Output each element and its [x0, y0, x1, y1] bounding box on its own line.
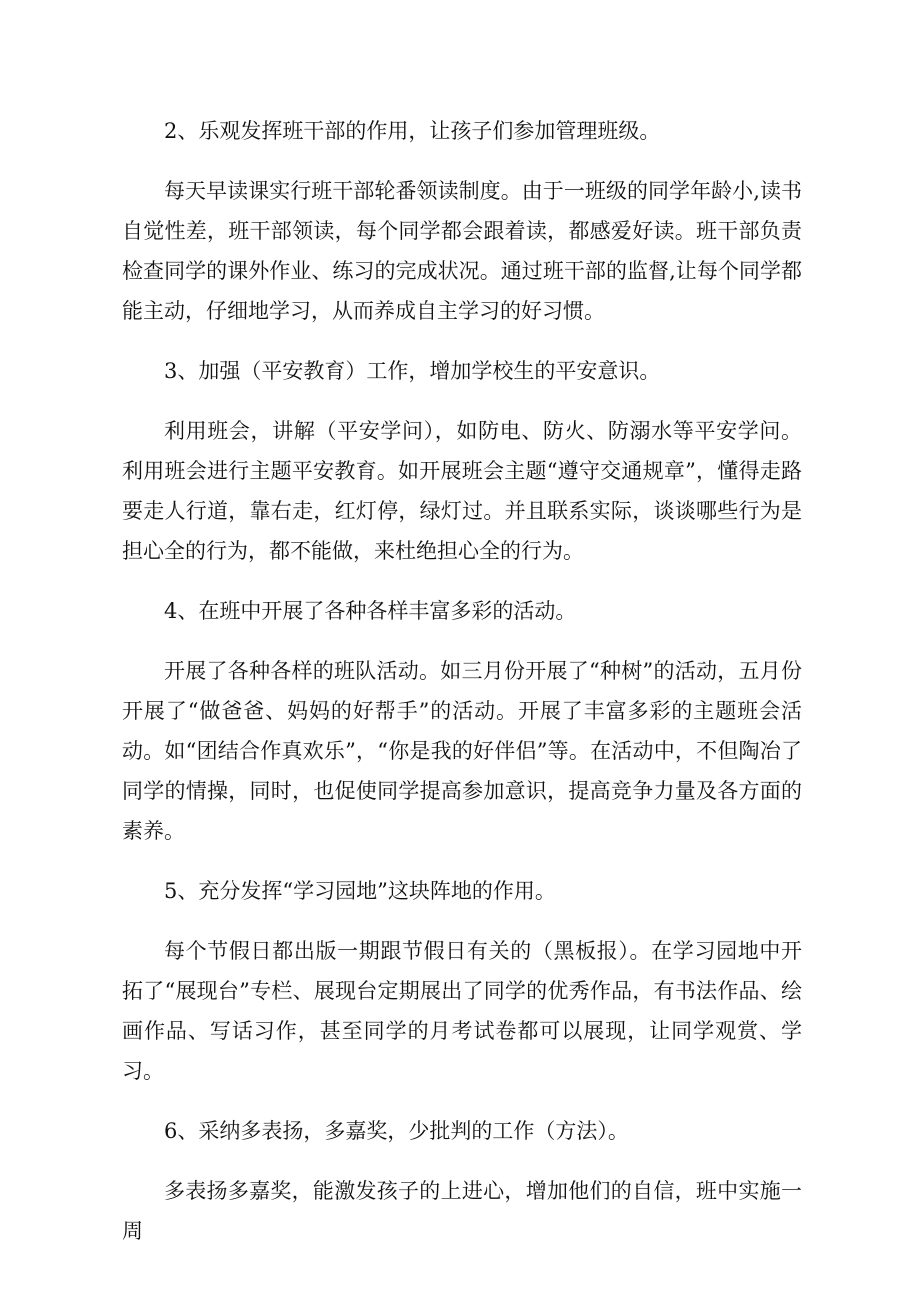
section-heading-6: 6、采纳多表扬，多嘉奖，少批判的工作（方法）。 [164, 1119, 629, 1143]
body-paragraph: 每个节假日都出版一期跟节假日有关的（黑板报）。在学习园地中开拓了“展现台”专栏、展现台定期展出了同学的优秀作品，有书法作品、绘画作品、写话习作，甚至同学的月考试卷都可以展现，让同学观赏、学习。 [122, 939, 802, 1083]
section-heading-5: 5、充分发挥“学习园地”这块阵地的作用。 [164, 879, 556, 903]
section-heading-4: 4、在班中开展了各种各样丰富多彩的活动。 [164, 599, 577, 623]
section-heading-2: 2、乐观发挥班干部的作用，让孩子们参加管理班级。 [164, 119, 661, 143]
section-heading-3: 3、加强（平安教育）工作，增加学校生的平安意识。 [164, 359, 661, 383]
document-body [122, 111, 802, 1251]
body-paragraph: 开展了各种各样的班队活动。如三月份开展了“种树”的活动，五月份开展了“做爸爸、妈妈的好帮手”的活动。开展了丰富多彩的主题班会活动。如“团结合作真欢乐”，“你是我的好伴侣”等。在活动中，不但陶冶了同学的情操，同时，也促使同学提高参加意识，提高竞争力量及各方面的素养。 [122, 659, 802, 843]
body-paragraph: 利用班会，讲解（平安学问），如防电、防火、防溺水等平安学问。利用班会进行主题平安教育。如开展班会主题“遵守交通规章”，懂得走路要走人行道，靠右走，红灯停，绿灯过。并且联系实际，谈谈哪些行为是担心全的行为，都不能做，来杜绝担心全的行为。 [122, 419, 802, 563]
body-paragraph: 每天早读课实行班干部轮番领读制度。由于一班级的同学年龄小,读书自觉性差，班干部领读，每个同学都会跟着读，都感爱好读。班干部负责检查同学的课外作业、练习的完成状况。通过班干部的监督,让每个同学都能主动，仔细地学习，从而养成自主学习的好习惯。 [122, 179, 802, 323]
body-paragraph: 多表扬多嘉奖，能激发孩子的上进心，增加他们的自信，班中实施一周 [122, 1179, 802, 1243]
